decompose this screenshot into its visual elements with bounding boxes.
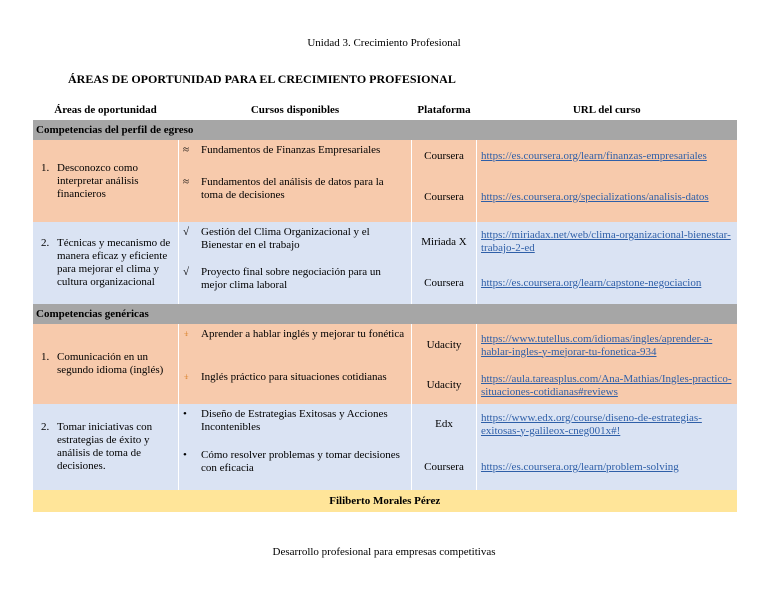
area-number: 2.	[41, 237, 50, 249]
area-cell	[33, 324, 179, 404]
platform-cell: Udacity	[412, 324, 477, 367]
table-row	[33, 140, 737, 172]
url-cell	[477, 404, 737, 445]
course-cell	[179, 445, 412, 490]
platform-cell: Coursera	[412, 262, 477, 304]
bullet-icon: √	[183, 226, 190, 238]
course-cell	[179, 140, 412, 172]
platform-cell: Coursera	[412, 140, 477, 172]
course-link[interactable]: https://es.coursera.org/specializations/analisis-datos	[481, 190, 709, 203]
course-cell	[179, 222, 412, 262]
course-link[interactable]: https://www.tutellus.com/idiomas/ingles/aprender-a-hablar-ingles-y-mejorar-tu-fonetica-934	[481, 332, 713, 358]
section-label: Competencias del perfil de egreso	[33, 120, 737, 140]
bullet-icon: ⍖	[183, 371, 190, 383]
area-text: Comunicación en un segundo idioma (inglés)	[57, 351, 164, 376]
page-footer: Desarrollo profesional para empresas competitivas	[272, 546, 496, 558]
course-link[interactable]: https://es.coursera.org/learn/capstone-negociacion	[481, 276, 702, 289]
platform-cell: Miriada X	[412, 222, 477, 262]
course-name: Diseño de Estrategias Exitosas y Acciones Incontenibles	[201, 408, 388, 433]
course-name: Fundamentos del análisis de datos para la toma de decisiones	[201, 176, 384, 201]
column-header: Cursos disponibles	[179, 100, 412, 120]
course-link[interactable]: https://es.coursera.org/learn/finanzas-empresariales	[481, 149, 707, 162]
page-header: Unidad 3. Crecimiento Profesional	[307, 37, 461, 49]
course-cell	[179, 324, 412, 367]
course-name: Gestión del Clima Organizacional y el Bienestar en el trabajo	[201, 226, 370, 251]
table-header-row	[33, 100, 737, 120]
url-cell	[477, 324, 737, 367]
url-cell	[477, 222, 737, 262]
section-label: Competencias genéricas	[33, 304, 737, 324]
column-header: Plataforma	[412, 100, 477, 120]
course-cell	[179, 172, 412, 222]
bullet-icon: ≈	[183, 144, 190, 156]
url-cell	[477, 262, 737, 304]
area-number: 1.	[41, 351, 50, 363]
table-row	[33, 324, 737, 367]
area-number: 2.	[41, 421, 50, 433]
course-cell	[179, 262, 412, 304]
column-header: Áreas de oportunidad	[33, 100, 179, 120]
opportunity-table	[32, 100, 737, 512]
area-text: Tomar iniciativas con estrategias de éxito y análisis de toma de decisiones.	[57, 421, 153, 472]
page-title: ÁREAS DE OPORTUNIDAD PARA EL CRECIMIENTO PROFESIONAL	[68, 72, 456, 86]
table-row	[33, 404, 737, 445]
url-cell	[477, 140, 737, 172]
column-header: URL del curso	[477, 100, 737, 120]
course-cell	[179, 367, 412, 404]
area-cell	[33, 140, 179, 222]
area-text: Desconozco como interpretar análisis financieros	[57, 161, 139, 200]
bullet-icon: •	[183, 449, 187, 461]
course-cell	[179, 404, 412, 445]
course-name: Cómo resolver problemas y tomar decisiones con eficacia	[201, 449, 400, 474]
platform-cell: Coursera	[412, 445, 477, 490]
platform-cell: Coursera	[412, 172, 477, 222]
author-row	[33, 490, 737, 512]
course-link[interactable]: https://aula.tareasplus.com/Ana-Mathias/Ingles-practico-situaciones-cotidianas#reviews	[481, 372, 732, 398]
course-name: Proyecto final sobre negociación para un mejor clima laboral	[201, 266, 381, 291]
course-link[interactable]: https://www.edx.org/course/diseno-de-estrategias-exitosas-y-galileox-cneg001x#!	[481, 411, 702, 437]
bullet-icon: •	[183, 408, 187, 420]
course-name: Aprender a hablar inglés y mejorar tu fonética	[201, 328, 405, 340]
area-text: Técnicas y mecanismo de manera eficaz y eficiente para mejorar el clima y cultura organizacional	[57, 237, 171, 288]
course-name: Fundamentos de Finanzas Empresariales	[201, 144, 381, 156]
course-link[interactable]: https://es.coursera.org/learn/problem-solving	[481, 461, 679, 473]
table-row	[33, 222, 737, 262]
bullet-icon: √	[183, 266, 190, 278]
bullet-icon: ⍖	[183, 328, 190, 340]
course-link[interactable]: https://miriadax.net/web/clima-organizacional-bienestar-trabajo-2-ed	[481, 229, 731, 254]
url-cell	[477, 445, 737, 490]
author-name: Filiberto Morales Pérez	[33, 490, 737, 512]
section-row	[33, 120, 737, 140]
bullet-icon: ≈	[183, 176, 190, 188]
url-cell	[477, 367, 737, 404]
area-cell	[33, 222, 179, 304]
course-name: Inglés práctico para situaciones cotidianas	[201, 371, 387, 383]
section-row	[33, 304, 737, 324]
area-cell	[33, 404, 179, 490]
platform-cell: Udacity	[412, 367, 477, 404]
url-cell	[477, 172, 737, 222]
area-number: 1.	[41, 161, 50, 174]
platform-cell: Edx	[412, 404, 477, 445]
